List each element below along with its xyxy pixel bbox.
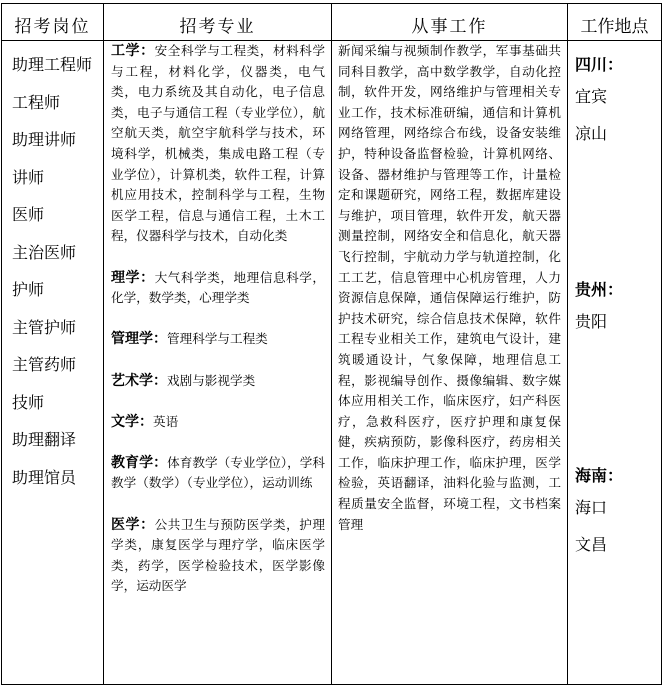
- major-group: [111, 412, 325, 433]
- position-item: 护师: [12, 280, 45, 299]
- major-group: [111, 515, 325, 597]
- major-group-text: 戏剧与影视学类: [167, 372, 256, 388]
- location-city: 贵阳: [575, 312, 608, 331]
- location-group: [575, 277, 661, 340]
- location-city: 文昌: [575, 535, 608, 554]
- position-item: 助理工程师: [12, 55, 93, 74]
- position-item: 医师: [12, 205, 45, 224]
- location-province: 四川：: [575, 55, 624, 74]
- location-province: 海南：: [575, 466, 624, 485]
- major-group: [111, 371, 325, 392]
- location-city: 海口: [575, 498, 608, 517]
- major-group-label: 教育学：: [111, 454, 168, 471]
- location-city: 宜宾: [575, 87, 608, 106]
- major-group: [111, 41, 325, 247]
- header-work: 从事工作: [411, 17, 488, 37]
- position-item: 主治医师: [12, 242, 77, 262]
- major-group: [111, 453, 325, 494]
- column-divider: [103, 3, 104, 685]
- major-group-label: 文学：: [111, 413, 153, 430]
- location-group: [575, 463, 661, 563]
- column-divider: [567, 3, 568, 685]
- major-group-text: 公共卫生与预防医学类，护理学类，康复医学与理疗学，临床医学类，药学，医学检验技术，医学影像学，运动医学: [111, 516, 326, 594]
- position-item: 主管药师: [12, 355, 77, 374]
- major-group-label: 管理学：: [111, 331, 167, 348]
- major-group-label: 工学：: [111, 43, 155, 59]
- column-divider: [331, 3, 332, 685]
- position-list: [12, 46, 102, 496]
- location-city: 凉山: [575, 124, 608, 143]
- major-group-label: 艺术学：: [111, 372, 167, 389]
- header-location: 工作地点: [580, 17, 649, 37]
- position-item: 助理讲师: [12, 130, 77, 149]
- major-group-label: 医学：: [111, 516, 155, 533]
- position-item: 工程师: [12, 92, 61, 112]
- position-item: 技师: [12, 392, 45, 412]
- major-group-text: 管理科学与工程类: [167, 331, 268, 347]
- major-group-text: 安全科学与工程类，材料科学与工程，材料化学，仪器类，电气类，电力系统及其自动化，电子信息类，电子与通信工程（专业学位），航空航天类，航空宇航科学与技术，环境科学，机械类，集成电路工程（专业学位），计算机类，软件工程，计算机应用技术，控制科学与工程，生物医学工程，信息与通信工程，土木工程，仪器科学与技术，自动化类: [111, 43, 326, 244]
- location-province: 贵州：: [575, 280, 624, 299]
- work-description: 新闻采编与视频制作教学，军事基础共同科目教学，高中数学教学，自动化控制，软件开发，网络维护与管理相关专业工作，技术标准研编，通信和计算机网络管理，网络综合布线，设备安装维护，特种设备监督检验，计算机网络、设备、器材维护与管理等工作，计量检定和课题研究，网络工程，数据库建设与维护，项目管理，软件开发，航天器测量控制，网络安全和信息化，航天器飞行控制，宇航动力学与轨道控制，化工工艺，信息管理中心机房管理，人力资源信息保障，通信保障运行维护，防护技术研究，综合信息技术保障，软件工程专业相关工作，建筑电气设计，建筑暖通设计，气象保障，地理信息工程，影视编导创作、摄像编辑、数字媒体应用相关工作，临床医疗，妇产科医疗，急救科医疗，医疗护理和康复保健，疾病预防，影像科医疗，药房相关工作，临床护理工作，临床护理，医学检验，英语翻译，油料化验与监测，工程质量安全监督，环境工程，文书档案管理: [338, 43, 561, 532]
- major-group: [111, 268, 325, 309]
- major-group-text: 体育教学（专业学位），学科教学（数学）（专业学位），运动训练: [111, 454, 326, 491]
- position-item: 助理馆员: [12, 467, 77, 487]
- position-item: 主管护师: [12, 317, 77, 337]
- major-group-text: 大气科学类，地理信息科学，化学，数学类，心理学类: [111, 269, 326, 306]
- table-border-right: [661, 3, 662, 685]
- major-group: [111, 329, 325, 350]
- header-major: 招考专业: [179, 17, 256, 37]
- header-position: 招考岗位: [14, 17, 91, 37]
- major-group-label: 理学：: [111, 269, 155, 286]
- location-list: [575, 41, 661, 684]
- position-item: 助理翻译: [12, 430, 77, 449]
- major-list: [111, 41, 325, 597]
- position-item: 讲师: [12, 167, 45, 187]
- major-group-text: 英语: [153, 413, 179, 429]
- location-group: [575, 52, 661, 152]
- table-border-left: [1, 3, 2, 685]
